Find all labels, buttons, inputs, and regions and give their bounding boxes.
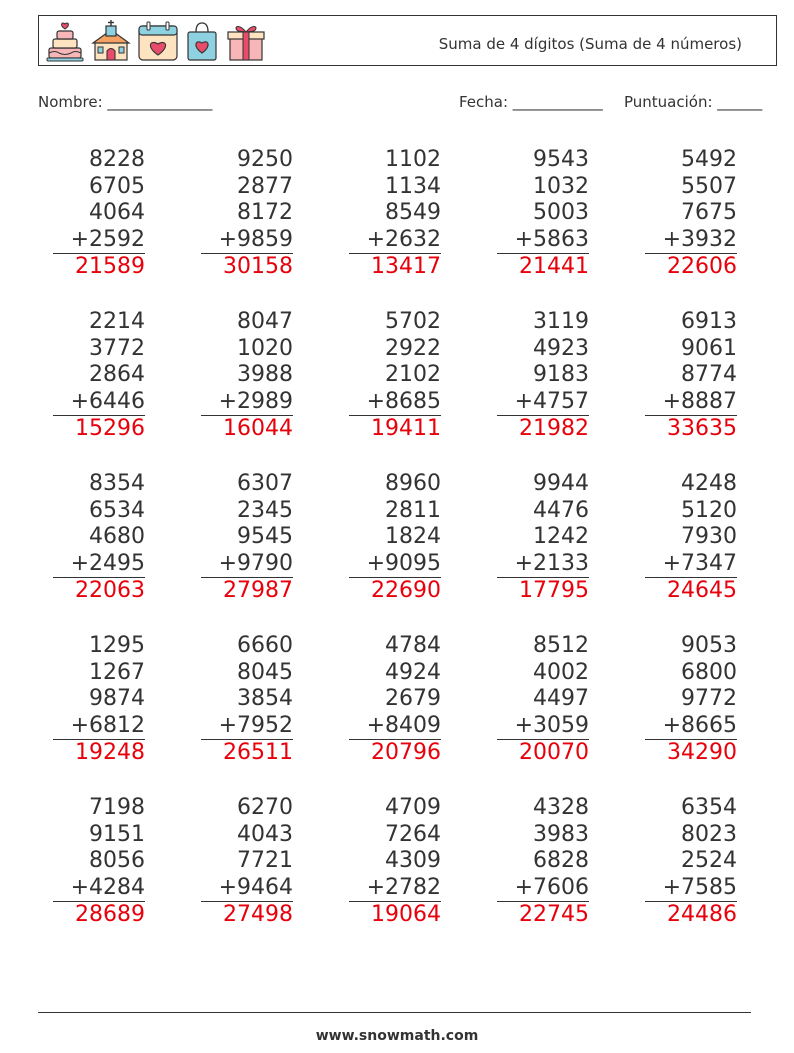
addend: 9874 xyxy=(89,686,145,712)
addend-with-plus: +7606 xyxy=(514,874,589,900)
addend: 5492 xyxy=(681,147,737,172)
addend: 5003 xyxy=(533,200,589,226)
addend: 7264 xyxy=(385,821,441,847)
addend: 9151 xyxy=(89,821,145,847)
addend-with-plus: +3932 xyxy=(662,226,737,252)
addend: 9183 xyxy=(533,362,589,388)
answer: 34290 xyxy=(667,740,737,766)
answer: 19064 xyxy=(371,902,441,928)
addition-problem xyxy=(173,471,293,605)
addend: 1267 xyxy=(89,659,145,685)
addend: 2679 xyxy=(385,686,441,712)
addend: 8774 xyxy=(681,362,737,388)
addend: 8045 xyxy=(237,659,293,685)
addition-problem xyxy=(321,147,441,281)
answer: 24486 xyxy=(667,902,737,928)
addend-with-plus: +8887 xyxy=(662,388,737,414)
addend: 8354 xyxy=(89,471,145,496)
addition-problem xyxy=(469,147,589,281)
addend: 3988 xyxy=(237,362,293,388)
addition-problem xyxy=(321,309,441,443)
addend: 9944 xyxy=(533,471,589,496)
addend: 3854 xyxy=(237,686,293,712)
addend-with-plus: +4284 xyxy=(70,874,145,900)
addend: 2811 xyxy=(385,497,441,523)
answer: 17795 xyxy=(519,578,589,604)
addend-with-plus: +2495 xyxy=(70,550,145,576)
addend: 4680 xyxy=(89,524,145,550)
addition-problem xyxy=(25,147,145,281)
answer: 21589 xyxy=(75,254,145,280)
addend: 7198 xyxy=(89,795,145,820)
addend: 2922 xyxy=(385,335,441,361)
addend-with-plus: +2592 xyxy=(70,226,145,252)
answer: 24645 xyxy=(667,578,737,604)
addition-problem xyxy=(469,309,589,443)
addend-with-plus: +2782 xyxy=(366,874,441,900)
addend: 8549 xyxy=(385,200,441,226)
church-icon xyxy=(91,20,131,62)
addend: 6828 xyxy=(533,848,589,874)
addend: 2524 xyxy=(681,848,737,874)
addition-problem xyxy=(173,633,293,767)
addend: 1032 xyxy=(533,173,589,199)
addition-problem xyxy=(25,309,145,443)
score-field: Puntuación: ______ xyxy=(624,93,763,111)
addend: 8047 xyxy=(237,309,293,334)
addend-with-plus: +6446 xyxy=(70,388,145,414)
addend: 8056 xyxy=(89,848,145,874)
answer: 22745 xyxy=(519,902,589,928)
answer: 28689 xyxy=(75,902,145,928)
addend: 5507 xyxy=(681,173,737,199)
addend: 1134 xyxy=(385,173,441,199)
answer: 26511 xyxy=(223,740,293,766)
addend: 4924 xyxy=(385,659,441,685)
addition-problem xyxy=(469,633,589,767)
addition-problem xyxy=(25,795,145,929)
addition-problem xyxy=(617,471,737,605)
answer: 27987 xyxy=(223,578,293,604)
answer: 27498 xyxy=(223,902,293,928)
addend-with-plus: +8665 xyxy=(662,712,737,738)
answer: 33635 xyxy=(667,416,737,442)
addend: 5702 xyxy=(385,309,441,334)
addend: 4476 xyxy=(533,497,589,523)
addition-problem xyxy=(469,795,589,929)
addition-problem xyxy=(25,471,145,605)
addend: 9053 xyxy=(681,633,737,658)
addition-problem xyxy=(173,795,293,929)
addition-problem xyxy=(173,147,293,281)
addend: 9250 xyxy=(237,147,293,172)
addend: 8512 xyxy=(533,633,589,658)
addend: 6354 xyxy=(681,795,737,820)
name-field: Nombre: ______________ xyxy=(38,93,213,111)
worksheet-header xyxy=(38,15,777,66)
addition-problem xyxy=(321,471,441,605)
answer: 13417 xyxy=(371,254,441,280)
addend: 2877 xyxy=(237,173,293,199)
addend: 9545 xyxy=(237,524,293,550)
addend-with-plus: +7585 xyxy=(662,874,737,900)
answer: 19248 xyxy=(75,740,145,766)
addend-with-plus: +8409 xyxy=(366,712,441,738)
answer: 22690 xyxy=(371,578,441,604)
addition-problem xyxy=(469,471,589,605)
addend-with-plus: +2133 xyxy=(514,550,589,576)
answer: 16044 xyxy=(223,416,293,442)
addend-with-plus: +3059 xyxy=(514,712,589,738)
addend: 6705 xyxy=(89,173,145,199)
answer: 20070 xyxy=(519,740,589,766)
addend: 3119 xyxy=(533,309,589,334)
addend-with-plus: +9790 xyxy=(218,550,293,576)
addend: 4328 xyxy=(533,795,589,820)
addend-with-plus: +9464 xyxy=(218,874,293,900)
addend: 1295 xyxy=(89,633,145,658)
answer: 22063 xyxy=(75,578,145,604)
answer: 21441 xyxy=(519,254,589,280)
addend: 4923 xyxy=(533,335,589,361)
gift-box-icon xyxy=(225,20,267,62)
addition-problem xyxy=(25,633,145,767)
addend: 1102 xyxy=(385,147,441,172)
addend-with-plus: +2989 xyxy=(218,388,293,414)
calendar-heart-icon xyxy=(137,20,179,62)
addend-with-plus: +2632 xyxy=(366,226,441,252)
addend: 4709 xyxy=(385,795,441,820)
addend: 9061 xyxy=(681,335,737,361)
addend: 4043 xyxy=(237,821,293,847)
addition-problem xyxy=(617,147,737,281)
addend: 6800 xyxy=(681,659,737,685)
addend-with-plus: +7347 xyxy=(662,550,737,576)
addend: 4309 xyxy=(385,848,441,874)
addition-problem xyxy=(321,795,441,929)
addend-with-plus: +6812 xyxy=(70,712,145,738)
addend: 1020 xyxy=(237,335,293,361)
addend: 8960 xyxy=(385,471,441,496)
addend: 6270 xyxy=(237,795,293,820)
addend: 7721 xyxy=(237,848,293,874)
addend: 3772 xyxy=(89,335,145,361)
addition-problem xyxy=(617,795,737,929)
addition-problem xyxy=(173,309,293,443)
addend: 8172 xyxy=(237,200,293,226)
addend: 7930 xyxy=(681,524,737,550)
addend-with-plus: +5863 xyxy=(514,226,589,252)
addend-with-plus: +9859 xyxy=(218,226,293,252)
addend: 9772 xyxy=(681,686,737,712)
addend-with-plus: +8685 xyxy=(366,388,441,414)
addend: 4064 xyxy=(89,200,145,226)
addend-with-plus: +7952 xyxy=(218,712,293,738)
addend: 8228 xyxy=(89,147,145,172)
addend: 9543 xyxy=(533,147,589,172)
wedding-cake-icon xyxy=(45,20,85,62)
worksheet-title: Suma de 4 dígitos (Suma de 4 números) xyxy=(438,35,742,53)
addend: 6534 xyxy=(89,497,145,523)
addend: 2345 xyxy=(237,497,293,523)
addend: 5120 xyxy=(681,497,737,523)
addend: 2102 xyxy=(385,362,441,388)
addend-with-plus: +9095 xyxy=(366,550,441,576)
answer: 21982 xyxy=(519,416,589,442)
addend: 1242 xyxy=(533,524,589,550)
answer: 30158 xyxy=(223,254,293,280)
header-icons xyxy=(45,20,267,62)
addend: 2214 xyxy=(89,309,145,334)
answer: 15296 xyxy=(75,416,145,442)
addition-problem xyxy=(617,309,737,443)
footer-site: www.snowmath.com xyxy=(315,1028,479,1044)
addend: 1824 xyxy=(385,524,441,550)
gift-bag-icon xyxy=(185,20,219,62)
addend: 4002 xyxy=(533,659,589,685)
addition-problem xyxy=(321,633,441,767)
addend: 6660 xyxy=(237,633,293,658)
addend: 3983 xyxy=(533,821,589,847)
answer: 22606 xyxy=(667,254,737,280)
addend: 6913 xyxy=(681,309,737,334)
addend-with-plus: +4757 xyxy=(514,388,589,414)
date-field: Fecha: ____________ xyxy=(459,93,603,111)
addend: 2864 xyxy=(89,362,145,388)
addition-problem xyxy=(617,633,737,767)
addend: 4248 xyxy=(681,471,737,496)
addend: 4784 xyxy=(385,633,441,658)
answer: 19411 xyxy=(371,416,441,442)
footer-divider xyxy=(38,1012,751,1013)
addend: 6307 xyxy=(237,471,293,496)
addend: 8023 xyxy=(681,821,737,847)
addend: 7675 xyxy=(681,200,737,226)
answer: 20796 xyxy=(371,740,441,766)
addend: 4497 xyxy=(533,686,589,712)
